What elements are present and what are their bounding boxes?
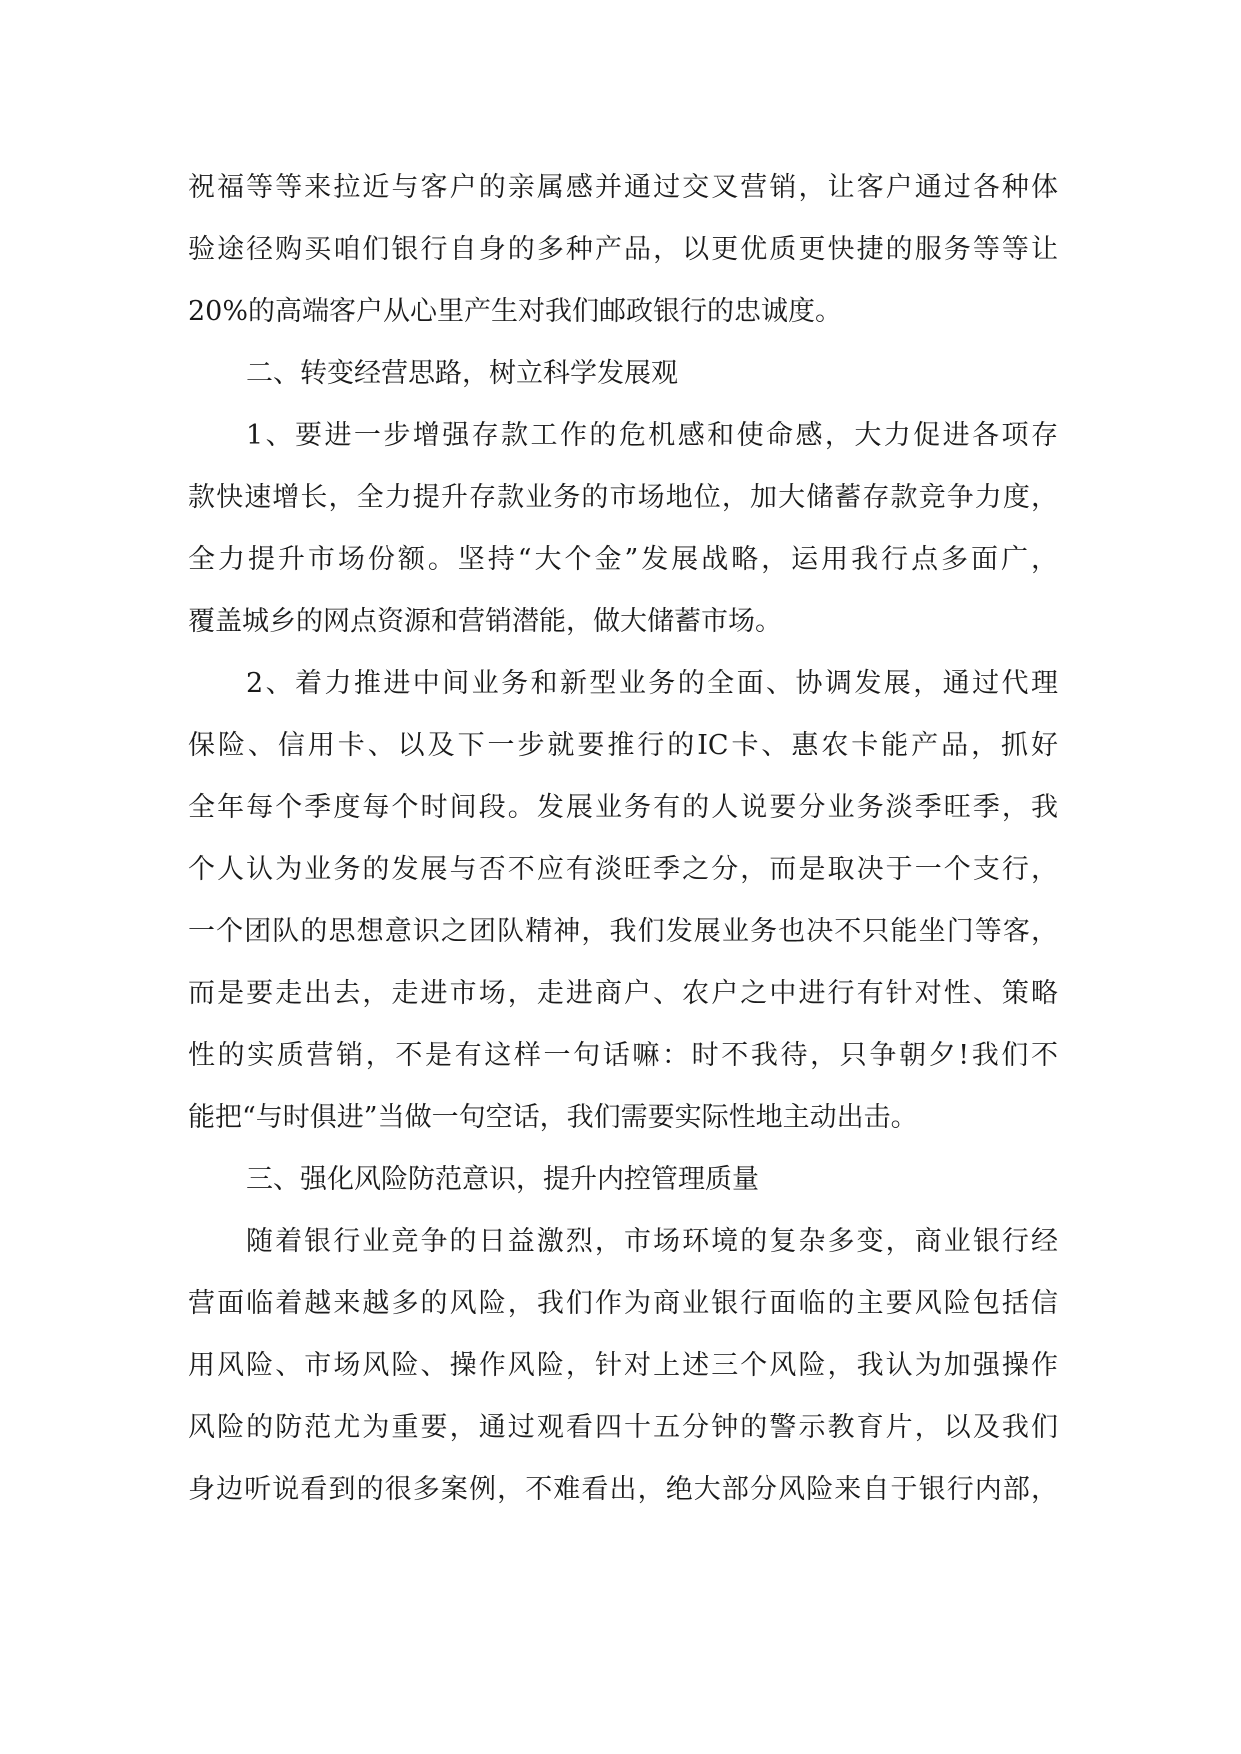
paragraph-line: 保险、信用卡、以及下一步就要推行的IC卡、惠农卡能产品，抓好 xyxy=(188,730,1058,761)
section-heading: 三、强化风险防范意识，提升内控管理质量 xyxy=(246,1164,759,1195)
paragraph-line: 随着银行业竞争的日益激烈，市场环境的复杂多变，商业银行经 xyxy=(246,1226,1058,1257)
paragraph-line: 能把“与时俱进”当做一句空话，我们需要实际性地主动出击。 xyxy=(188,1102,918,1133)
paragraph-line: 风险的防范尤为重要，通过观看四十五分钟的警示教育片，以及我们 xyxy=(188,1412,1058,1443)
paragraph-line: 覆盖城乡的网点资源和营销潜能，做大储蓄市场。 xyxy=(188,606,782,637)
paragraph-line: 个人认为业务的发展与否不应有淡旺季之分，而是取决于一个支行， xyxy=(188,854,1058,885)
paragraph-line: 全力提升市场份额。坚持“大个金”发展战略，运用我行点多面广， xyxy=(188,544,1058,575)
paragraph-line: 用风险、市场风险、操作风险，针对上述三个风险，我认为加强操作 xyxy=(188,1350,1058,1381)
paragraph-line: 身边听说看到的很多案例，不难看出，绝大部分风险来自于银行内部， xyxy=(188,1474,1058,1505)
paragraph-line: 款快速增长，全力提升存款业务的市场地位，加大储蓄存款竞争力度， xyxy=(188,482,1058,513)
section-heading: 二、转变经营思路，树立科学发展观 xyxy=(246,358,678,389)
paragraph-line: 性的实质营销，不是有这样一句话嘛：时不我待，只争朝夕!我们不 xyxy=(188,1040,1058,1071)
paragraph-line: 而是要走出去，走进市场，走进商户、农户之中进行有针对性、策略 xyxy=(188,978,1058,1009)
paragraph-line: 1、要进一步增强存款工作的危机感和使命感，大力促进各项存 xyxy=(246,420,1058,451)
paragraph-line: 全年每个季度每个时间段。发展业务有的人说要分业务淡季旺季，我 xyxy=(188,792,1058,823)
document-body xyxy=(188,157,1058,1521)
paragraph-line: 20%的高端客户从心里产生对我们邮政银行的忠诚度。 xyxy=(188,296,843,327)
paragraph-line: 营面临着越来越多的风险，我们作为商业银行面临的主要风险包括信 xyxy=(188,1288,1058,1319)
paragraph-line: 验途径购买咱们银行自身的多种产品，以更优质更快捷的服务等等让 xyxy=(188,234,1058,265)
paragraph-line: 祝福等等来拉近与客户的亲属感并通过交叉营销，让客户通过各种体 xyxy=(188,172,1058,203)
paragraph-line: 2、着力推进中间业务和新型业务的全面、协调发展，通过代理 xyxy=(246,668,1058,699)
paragraph-line: 一个团队的思想意识之团队精神，我们发展业务也决不只能坐门等客， xyxy=(188,916,1058,947)
